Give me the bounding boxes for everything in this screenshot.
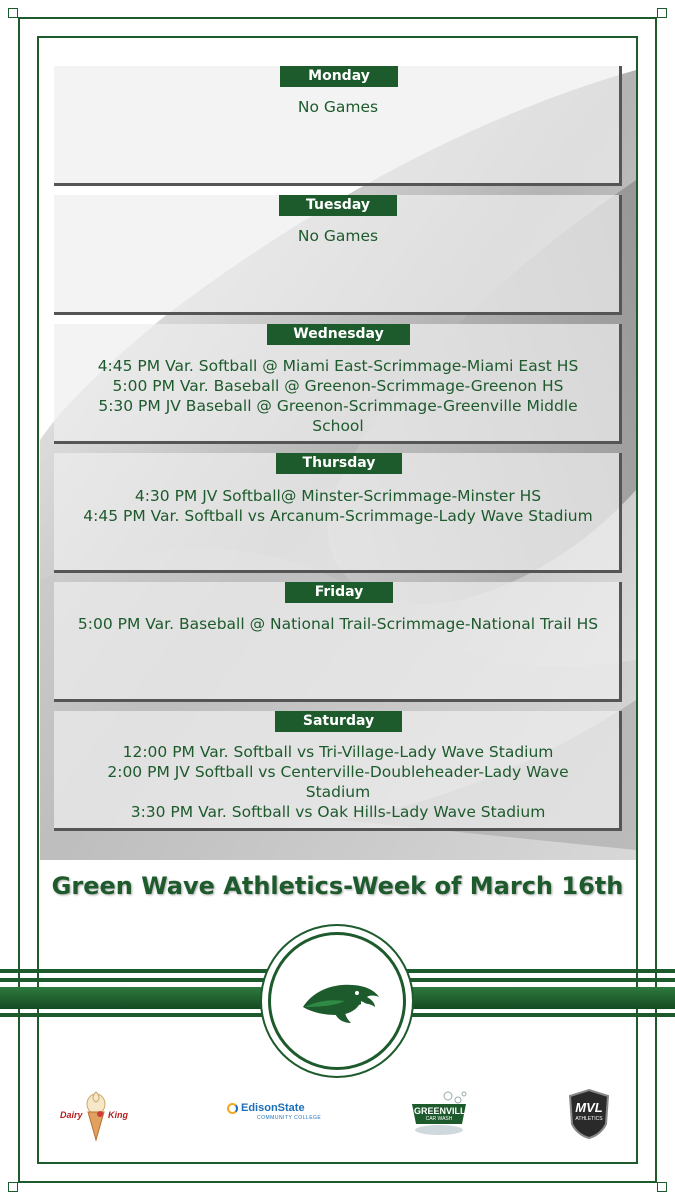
edison-state-logo (227, 1102, 342, 1128)
day-header-saturday: Saturday (275, 711, 402, 732)
mvl-sub: ATHLETICS (575, 1116, 603, 1122)
game-line: 5:00 PM Var. Baseball @ Greenon-Scrimmage-Greenon HS (112, 377, 564, 395)
green-wave-logo (268, 932, 406, 1070)
game-list-wednesday (54, 356, 622, 436)
game-line: No Games (297, 227, 379, 245)
day-header-wednesday: Wednesday (267, 324, 410, 345)
corner-ornament (657, 8, 667, 18)
day-header-friday: Friday (285, 582, 393, 603)
game-list-friday (54, 614, 622, 634)
corner-ornament (8, 8, 18, 18)
edison-swirl-icon (227, 1103, 238, 1114)
wave-mascot-icon (271, 935, 403, 1067)
edison-sub: COMMUNITY COLLEGE (257, 1115, 322, 1121)
game-line: 12:00 PM Var. Softball vs Tri-Village-Lady Wave Stadium (122, 743, 554, 761)
game-list-tuesday (54, 226, 622, 246)
game-line: School (312, 417, 364, 435)
day-header-tuesday: Tuesday (279, 195, 397, 216)
game-line: 5:30 PM JV Baseball @ Greenon-Scrimmage-Greenville Middle (98, 397, 578, 415)
game-line: 4:45 PM Var. Softball @ Miami East-Scrimmage-Miami East HS (97, 357, 579, 375)
game-line: Stadium (305, 783, 371, 801)
game-list-monday (54, 97, 622, 117)
game-line: 4:30 PM JV Softball@ Minster-Scrimmage-Minster HS (134, 487, 542, 505)
edison-name: EdisonState (241, 1102, 305, 1114)
page-title: Green Wave Athletics-Week of March 16th (51, 872, 624, 900)
greenville-name: GREENVILLE (414, 1106, 472, 1116)
day-header-monday: Monday (280, 66, 398, 87)
mvl-name: MVL (575, 1100, 603, 1115)
game-line: 4:45 PM Var. Softball vs Arcanum-Scrimmage-Lady Wave Stadium (83, 507, 593, 525)
game-list-thursday (54, 486, 622, 526)
corner-ornament (8, 1182, 18, 1192)
greenville-sub: CAR WASH (425, 1116, 453, 1122)
game-line: 5:00 PM Var. Baseball @ National Trail-Scrimmage-National Trail HS (77, 615, 599, 633)
mvl-athletics-logo (566, 1088, 612, 1140)
dairy-king-word2: King (108, 1110, 128, 1120)
game-line: 3:30 PM Var. Softball vs Oak Hills-Lady Wave Stadium (130, 803, 546, 821)
corner-ornament (657, 1182, 667, 1192)
dairy-king-logo (60, 1088, 132, 1144)
game-line: 2:00 PM JV Softball vs Centerville-Doubleheader-Lady Wave (107, 763, 569, 781)
game-list-saturday (54, 742, 622, 822)
dairy-king-word1: Dairy (60, 1110, 83, 1120)
game-line: No Games (297, 98, 379, 116)
greenville-car-wash-logo (408, 1090, 470, 1138)
day-header-thursday: Thursday (276, 453, 402, 474)
